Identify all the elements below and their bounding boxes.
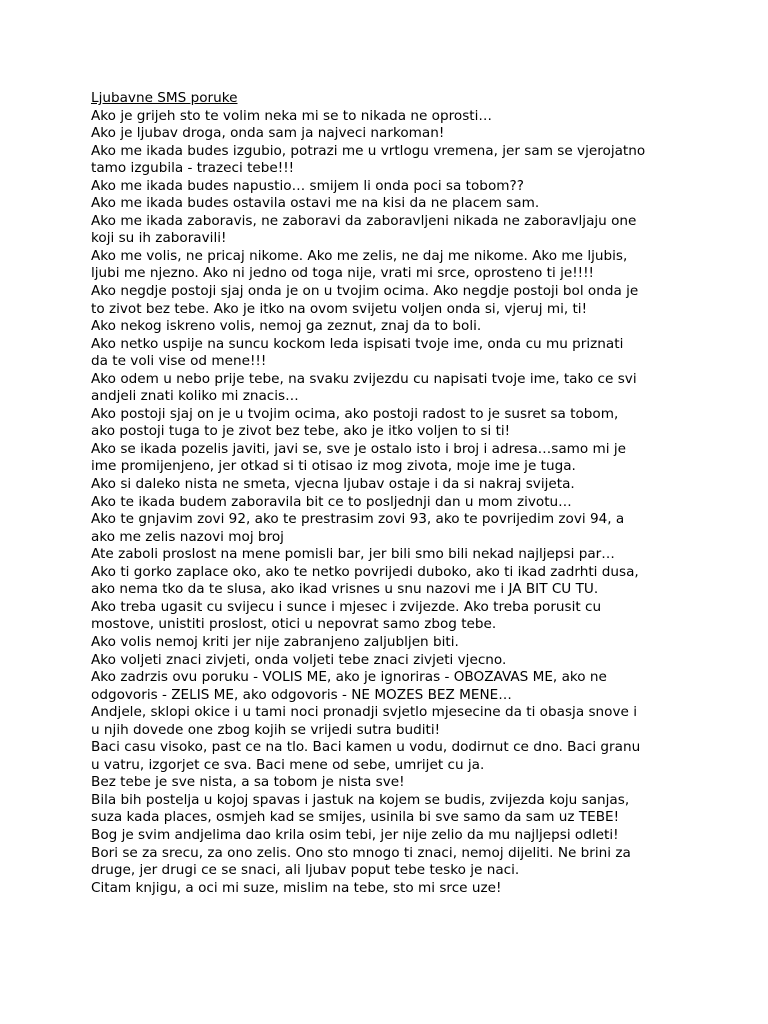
text-line: ako me zelis nazovi moj broj [91, 528, 284, 545]
text-line: Ako volis nemoj kriti jer nije zabranjeno zaljubljen biti. [91, 633, 459, 650]
text-line: Ako voljeti znaci zivjeti, onda voljeti tebe znaci zivjeti vjecno. [91, 651, 507, 668]
text-line: to zivot bez tebe. Ako je itko na ovom svijetu voljen onda si, vjeruj mi, ti! [91, 300, 588, 317]
text-line: Ako negdje postoji sjaj onda je on u tvojim ocima. Ako negdje postoji bol onda je [91, 283, 639, 300]
text-line: ljubi me njezno. Ako ni jedno od toga nije, vrati mi srce, oprosteno ti je!!!! [91, 265, 595, 282]
text-line: ime promijenjeno, jer otkad si ti otisao iz mog zivota, moje ime je tuga. [91, 458, 576, 475]
text-line: u vatru, izgorjet ce sva. Baci mene od sebe, umrijet cu ja. [91, 756, 485, 773]
text-line: Ako me ikada zaboravis, ne zaboravi da zaboravljeni nikada ne zaboravljaju one [91, 212, 637, 229]
text-line: Ako je grijeh sto te volim neka mi se to nikada ne oprosti… [91, 107, 493, 124]
text-line: Ako netko uspije na suncu kockom leda ispisati tvoje ime, onda cu mu priznati [91, 335, 624, 352]
document-title: Ljubavne SMS poruke [91, 90, 238, 106]
text-line: Ako si daleko nista ne smeta, vjecna ljubav ostaje i da si nakraj svijeta. [91, 476, 575, 493]
text-line: Ako je ljubav droga, onda sam ja najveci narkoman! [91, 125, 445, 142]
text-line: Ako ti gorko zaplace oko, ako te netko povrijedi duboko, ako ti ikad zadrhti dusa, [91, 563, 639, 580]
text-line: tamo izgubila - trazeci tebe!!! [91, 160, 295, 177]
text-line: Bog je svim andjelima dao krila osim tebi, jer nije zelio da mu najljepsi odleti! [91, 826, 619, 843]
text-line: Baci casu visoko, past ce na tlo. Baci kamen u vodu, dodirnut ce dno. Baci granu [91, 739, 641, 756]
text-line: Bori se za srecu, za ono zelis. Ono sto mnogo ti znaci, nemoj dijeliti. Ne brini za [91, 844, 631, 861]
text-line: Ako postoji sjaj on je u tvojim ocima, ako postoji radost to je susret sa tobom, [91, 405, 619, 422]
text-line: mostove, unistiti proslost, otici u nepovrat samo zbog tebe. [91, 616, 497, 633]
text-line: koji su ih zaboravili! [91, 230, 227, 247]
text-line: Ako zadrzis ovu poruku - VOLIS ME, ako je ignoriras - OBOZAVAS ME, ako ne [91, 669, 607, 686]
text-line: Ako me ikada budes napustio… smijem li onda poci sa tobom?? [91, 177, 524, 194]
document-body [91, 90, 691, 897]
text-line: Bila bih postelja u kojoj spavas i jastuk na kojem se budis, zvijezda koju sanjas, [91, 791, 630, 808]
message-list [91, 108, 691, 898]
text-line: Bez tebe je sve nista, a sa tobom je nista sve! [91, 774, 405, 791]
text-line: Ako nekog iskreno volis, nemoj ga zeznut, znaj da to boli. [91, 318, 482, 335]
text-line: odgovoris - ZELIS ME, ako odgovoris - NE MOZES BEZ MENE… [91, 686, 512, 703]
text-line: Ako treba ugasit cu svijecu i sunce i mjesec i zvijezde. Ako treba porusit cu [91, 598, 602, 615]
text-line: Ako me ikada budes ostavila ostavi me na kisi da ne placem sam. [91, 195, 540, 212]
text-line: Ako me volis, ne pricaj nikome. Ako me zelis, ne daj me nikome. Ako me ljubis, [91, 247, 628, 264]
text-line: Ako me ikada budes izgubio, potrazi me u vrtlogu vremena, jer sam se vjerojatno [91, 142, 646, 159]
text-line: Ako te gnjavim zovi 92, ako te prestrasim zovi 93, ako te povrijedim zovi 94, a [91, 511, 625, 528]
text-line: ako postoji tuga to je zivot bez tebe, ako je itko voljen to si ti! [91, 423, 511, 440]
text-line: Ate zaboli proslost na mene pomisli bar, jer bili smo bili nekad najljepsi par… [91, 546, 615, 563]
text-line: Andjele, sklopi okice i u tami noci pronadji svjetlo mjesecine da ti obasja snove i [91, 704, 637, 721]
text-line: Citam knjigu, a oci mi suze, mislim na tebe, sto mi srce uze! [91, 879, 502, 896]
text-line: u njih dovede one zbog kojih se vrijedi sutra buditi! [91, 721, 441, 738]
text-line: andjeli znati koliko mi znacis… [91, 388, 299, 405]
text-line: ako nema tko da te slusa, ako ikad vrisnes u snu nazovi me i JA BIT CU TU. [91, 581, 599, 598]
text-line: Ako se ikada pozelis javiti, javi se, sve je ostalo isto i broj i adresa…samo mi je [91, 440, 627, 457]
text-line: druge, jer drugi ce se snaci, ali ljubav poput tebe tesko je naci. [91, 862, 520, 879]
text-line: da te voli vise od mene!!! [91, 353, 267, 370]
text-line: Ako odem u nebo prije tebe, na svaku zvijezdu cu napisati tvoje ime, tako ce svi [91, 370, 637, 387]
text-line: Ako te ikada budem zaboravila bit ce to posljednji dan u mom zivotu… [91, 493, 572, 510]
text-line: suza kada places, osmjeh kad se smijes, usinila bi sve samo da sam uz TEBE! [91, 809, 620, 826]
